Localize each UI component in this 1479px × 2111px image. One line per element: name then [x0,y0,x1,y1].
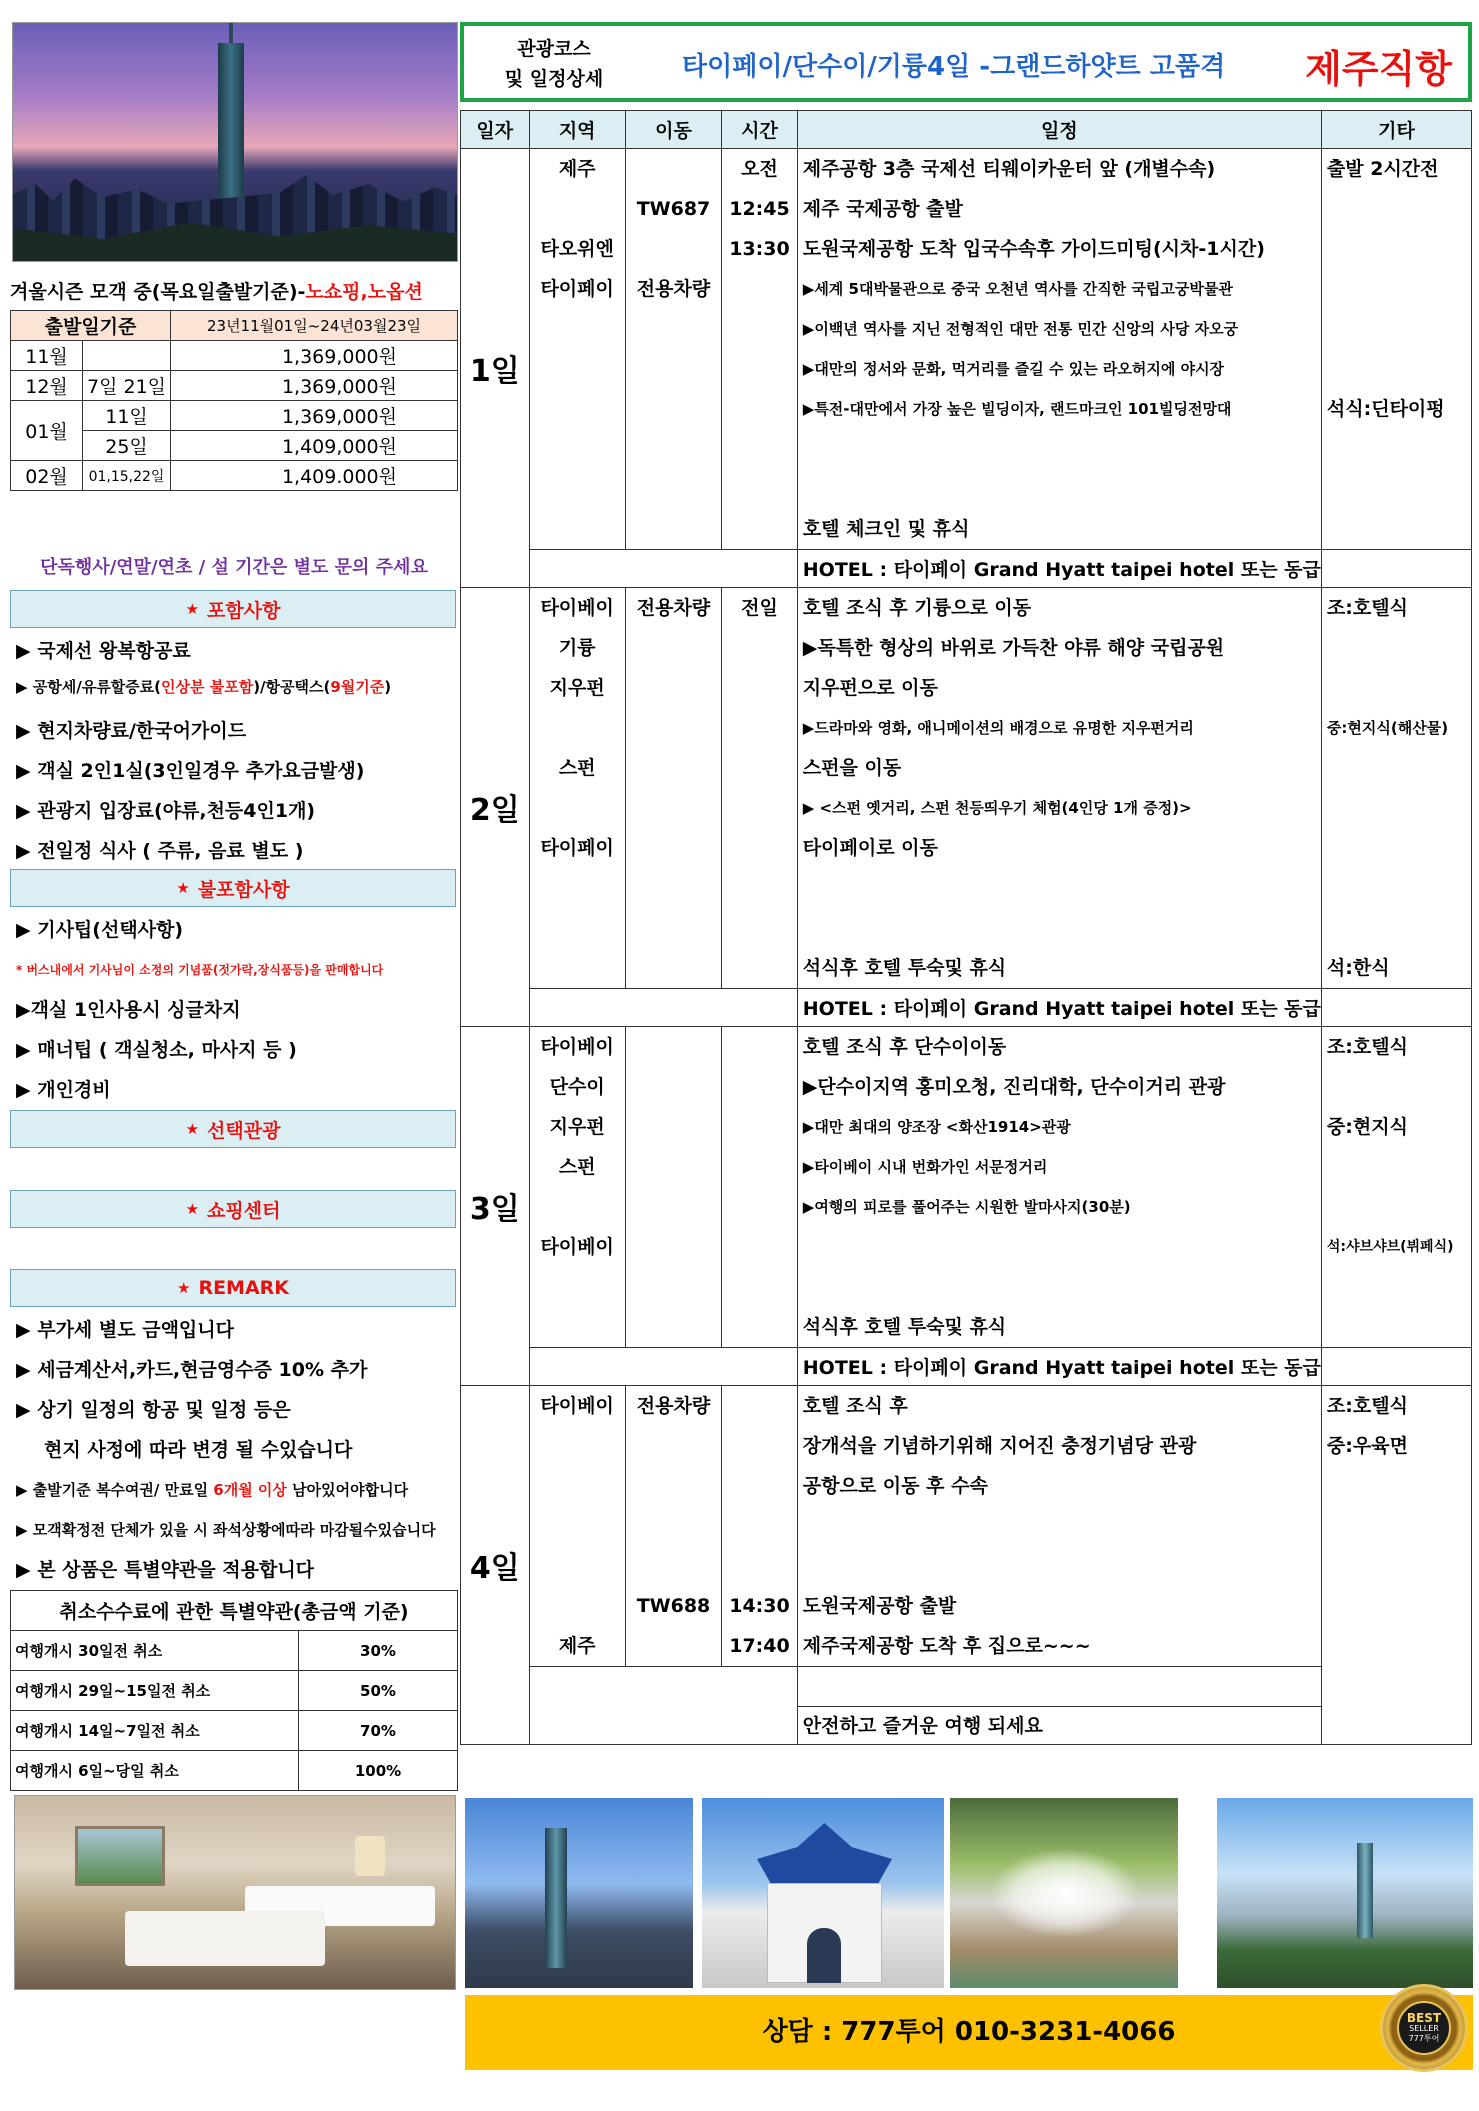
taipei-city-view-photo [1217,1798,1473,1988]
day-label: 4일 [461,1386,530,1745]
region-cell: 타이베이 단수이 지우펀 스펀 타이베이 [529,1027,625,1348]
col-header-schedule: 일정 [797,111,1321,149]
star-icon: ★ [176,879,190,897]
time-cell [722,1027,798,1348]
included-item: ▶ 전일정 식사 ( 주류, 음료 별도 ) [16,840,304,862]
cancel-label: 여행개시 14일~7일전 취소 [11,1711,299,1751]
remark-item: ▶ 상기 일정의 항공 및 일정 등은 [16,1399,291,1421]
remark-item: ▶ 세금계산서,카드,현금영수증 10% 추가 [16,1359,368,1381]
taipei-101-photo [465,1798,693,1988]
closing-row [461,1667,1472,1745]
day-label: 3일 [461,1027,530,1386]
price-month: 01월 [11,401,83,461]
price-dates: 11일 [83,401,171,431]
excluded-item: ▶ 개인경비 [16,1079,111,1101]
passport-remark: ▶ 출발기준 복수여권/ 만료일 6개월 이상 남아있어야합니다 [16,1481,409,1499]
season-title-red: 노쇼핑,노옵션 [305,280,423,303]
hot-spring-valley-photo [950,1798,1178,1988]
cancel-row [11,1671,458,1711]
bus-souvenir-note: * 버스내에서 기사님이 소정의 기념품(젓가락,장식품등)을 판매합니다 [16,963,384,977]
price-month: 11월 [11,341,83,371]
hotel-row [461,550,1472,588]
optional-tour-section-header [10,1110,456,1148]
chiang-kai-shek-memorial-photo [702,1798,944,1988]
remark-section-header [10,1269,456,1307]
price-value: 1,409,000원 [171,431,458,461]
day-label: 2일 [461,588,530,1027]
price-row [11,341,458,371]
time-cell: 전일 [722,588,798,989]
schedule-cell: 호텔 조식 후 장개석을 기념하기위해 지어진 충정기념당 관광 공항으로 이동 후 수속 도원국제공항 출발 제주국제공항 도착 후 집으로~~~ [797,1386,1321,1667]
excluded-item: ▶ 기사팁(선택사항) [16,919,184,941]
star-icon: ★ [185,1120,200,1138]
col-header-etc: 기타 [1321,111,1471,149]
price-header-departure: 출발일기준 [11,311,171,341]
hotel-info: HOTEL : 타이페이 Grand Hyatt taipei hotel 또는 동급 [797,1348,1321,1386]
day-row [461,1386,1472,1667]
remark-item: ▶ 본 상품은 특별약관을 적용합니다 [16,1559,315,1581]
day-row [461,588,1472,989]
cancel-rate: 100% [299,1751,458,1791]
price-dates: 01,15,22일 [83,461,171,491]
cancel-label: 여행개시 6일~당일 취소 [11,1751,299,1791]
cancel-fee-header [11,1591,458,1631]
product-name: 타이페이/단수이/기륭4일 -그랜드하얏트 고품격 [682,52,1226,82]
cancel-fee-title: 취소수수료에 관한 특별약관(총금액 기준) [11,1591,458,1631]
schedule-cell: 호텔 조식 후 단수이이동 ▶단수이지역 홍미오청, 진리대학, 단수이거리 관광 ▶대만 최대의 양조장 <화산1914>관광 ▶타이베이 시내 번화가인 서문정거리 ▶여행의 피로를 풀어주는 시원한 발마사지(30분) 석식후 호텔 투숙및 휴식 [797,1027,1321,1348]
product-title-box [460,22,1472,102]
transport-cell: TW687 전용차량 [625,149,721,550]
taipei-101-tower [218,43,244,223]
contact-phone: 상담 : 777투어 010-3231-4066 [762,2017,1176,2047]
optional-tour-label: 선택관광 [207,1119,281,1142]
included-section-label: 포함사항 [207,599,281,622]
col-header-time: 시간 [722,111,798,149]
price-month: 12월 [11,371,83,401]
cancel-row [11,1751,458,1791]
star-icon: ★ [176,1279,191,1297]
star-icon: ★ [185,600,200,618]
schedule-cell: 제주공항 3층 국제선 티웨이카운터 앞 (개별수속) 제주 국제공항 출발 도원국제공항 도착 입국수속후 가이드미팅(시차-1시간) ▶세계 5대박물관으로 중국 오천년 역사를 간직한 국립고궁박물관 ▶이백년 역사를 지닌 전형적인 대만 전통 민간 신앙의 사당 자오궁 ▶대만의 정서와 문화, 먹거리를 즐길 수 있는 라오허지에 야시장 ▶특전-대만에서 가장 높은 빌딩이자, 랜드마크인 101빌딩전망대 호텔 체크인 및 휴식 [797,149,1321,550]
time-cell: 14:30 17:40 [722,1386,798,1667]
transport-cell: 전용차량 TW688 [625,1386,721,1667]
hotel-info: HOTEL : 타이페이 Grand Hyatt taipei hotel 또는 동급 [797,989,1321,1027]
day-row [461,149,1472,550]
price-month: 02월 [11,461,83,491]
hotel-row [461,989,1472,1027]
excluded-section-header [10,869,456,907]
region-cell: 타이베이 기륭 지우펀 스펀 타이페이 [529,588,625,989]
price-value: 1,369,000원 [171,401,458,431]
price-row [11,371,458,401]
itinerary-header-row [461,111,1472,149]
region-cell: 제주 타오위엔 타이페이 [529,149,625,550]
special-period-notice: 단독행사/연말/연초 / 설 기간은 별도 문의 주세요 [40,557,428,578]
etc-cell: 출발 2시간전 석식:딘타이펑 [1321,149,1471,550]
closing-message: 안전하고 즐거운 여행 되세요 [798,1706,1321,1744]
day-row [461,1027,1472,1348]
price-row [11,401,458,431]
transport-cell: 전용차량 [625,588,721,989]
shopping-section-header [10,1190,456,1228]
itinerary-table [460,110,1472,1745]
included-item: ▶ 국제선 왕복항공료 [16,640,191,662]
col-header-transport: 이동 [625,111,721,149]
excluded-item: ▶ 매너팁 ( 객실청소, 마사지 등 ) [16,1039,297,1061]
included-section-header [10,590,456,628]
contact-bar [465,1995,1473,2070]
remark-item: ▶ 부가세 별도 금액입니다 [16,1319,234,1341]
etc-cell: 조:호텔식 중:우육면 [1321,1386,1471,1745]
star-icon: ★ [185,1200,200,1218]
region-cell: 타이베이 제주 [529,1386,625,1667]
price-value: 1,409.000원 [171,461,458,491]
price-row [11,461,458,491]
price-table-header [11,311,458,341]
price-dates: 7일 21일 [83,371,171,401]
excluded-section-label: 불포함사항 [197,878,290,901]
col-header-region: 지역 [529,111,625,149]
price-table [10,310,458,491]
schedule-cell: 호텔 조식 후 기륭으로 이동 ▶독특한 형상의 바위로 가득찬 야류 해양 국립공원 지우펀으로 이동 ▶드라마와 영화, 애니메이션의 배경으로 유명한 지우펀거리 스펀을 이동 ▶ <스펀 옛거리, 스펀 천등띄우기 체험(4인당 1개 증정)> 타이페이로 이동 석식후 호텔 투숙및 휴식 [797,588,1321,989]
season-title [10,272,458,308]
hotel-room-photo [14,1795,456,1990]
hotel-row [461,1348,1472,1386]
remark-item: ▶ 모객확정전 단체가 있을 시 좌석상황에따라 마감될수있습니다 [16,1521,436,1539]
cancel-row [11,1711,458,1751]
cancel-rate: 50% [299,1671,458,1711]
time-cell: 오전 12:45 13:30 [722,149,798,550]
included-item: ▶ 현지차량료/한국어가이드 [16,720,247,742]
excluded-item: ▶객실 1인사용시 싱글차지 [16,999,241,1021]
remark-label: REMARK [198,1277,290,1299]
remark-item: 현지 사정에 따라 변경 될 수있습니다 [44,1439,353,1461]
cancel-row [11,1631,458,1671]
season-title-prefix: 겨울시즌 모객 중(목요일출발기준)- [10,280,306,303]
cancel-rate: 30% [299,1631,458,1671]
price-header-period: 23년11월01일~24년03월23일 [171,311,458,341]
col-header-day: 일자 [461,111,530,149]
etc-cell: 조:호텔식 중:현지식 석:샤브샤브(뷔페식) [1321,1027,1471,1348]
cancel-label: 여행개시 29일~15일전 취소 [11,1671,299,1711]
taipei-skyline-photo [12,22,458,262]
etc-cell: 조:호텔식 중:현지식(해산물) 석:한식 [1321,588,1471,989]
cancel-rate: 70% [299,1711,458,1751]
price-value: 1,369,000원 [171,341,458,371]
shopping-label: 쇼핑센터 [207,1199,281,1222]
hotel-info: HOTEL : 타이페이 Grand Hyatt taipei hotel 또는 동급 [797,550,1321,588]
included-item: ▶ 객실 2인1실(3인일경우 추가요금발생) [16,760,365,782]
price-value: 1,369,000원 [171,371,458,401]
cancel-label: 여행개시 30일전 취소 [11,1631,299,1671]
cancel-fee-table [10,1590,458,1791]
best-seller-seal-icon: BEST SELLER 777투어 [1380,1984,1468,2072]
course-label: 관광코스 및 일정상세 [504,38,604,90]
jeju-direct-badge: 제주직항 [1305,47,1452,91]
price-dates: 25일 [83,431,171,461]
included-item: ▶ 관광지 입장료(야류,천등4인1개) [16,800,316,822]
transport-cell [625,1027,721,1348]
day-label: 1일 [461,149,530,588]
included-tax-item: ▶ 공항세/유류할증료(인상분 불포함)/항공택스(9월기준) [16,678,392,696]
price-dates [83,341,171,371]
